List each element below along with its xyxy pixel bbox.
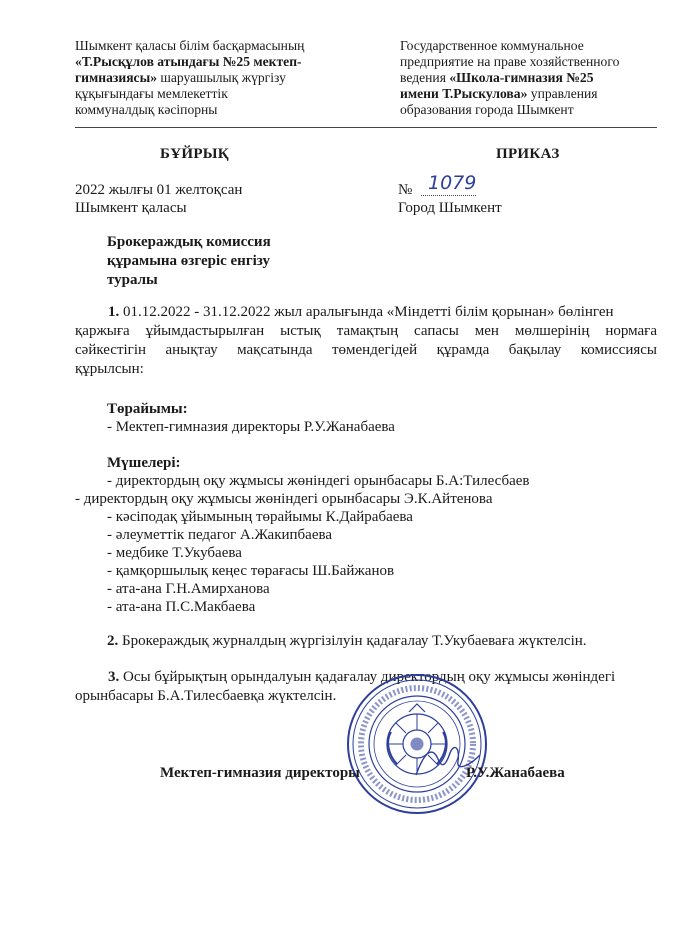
header-divider: [75, 127, 657, 128]
member-item: - кәсіподақ ұйымының төрайымы К.Дайрабаева: [107, 509, 413, 525]
header-left-line: шаруашылық жүргізу: [157, 70, 286, 85]
header-right-line: ведения: [400, 70, 450, 85]
subject-line: туралы: [107, 272, 158, 288]
city-kz: Шымкент қаласы: [75, 200, 187, 216]
paragraph-1-text: құрылсын:: [75, 361, 144, 377]
chair-member: - Мектеп-гимназия директоры Р.У.Жанабаева: [107, 419, 395, 435]
header-right-line: Государственное коммунальное: [400, 38, 584, 53]
member-item: - әлеуметтік педагог А.Жакипбаева: [107, 527, 333, 543]
title-ru: ПРИКАЗ: [496, 146, 560, 162]
order-subject: [107, 233, 271, 290]
header-left-line: коммуналдық кәсіпорны: [75, 102, 218, 117]
members-label: Мүшелері:: [107, 455, 181, 471]
paragraph-1-text: сәйкестігін анықтау мақсатында төмендегідей құрамда бақылау комиссиясы: [75, 342, 657, 358]
city-ru: Город Шымкент: [398, 200, 502, 216]
paragraph-1-number: 1.: [108, 304, 120, 320]
member-item: - қамқоршылық кеңес төрағасы Ш.Байжанов: [107, 563, 395, 579]
header-left-line: «Т.Рысқұлов атындағы №25 мектеп-: [75, 54, 302, 69]
header-left-line: гимназиясы»: [75, 70, 157, 85]
member-item: - директордың оқу жұмысы жөніндегі орынбасары Б.А:Тилесбаев: [107, 473, 530, 489]
order-number-underline: [421, 195, 476, 196]
handwritten-signature: [410, 735, 490, 785]
header-right-line: имени Т.Рыскулова»: [400, 86, 528, 101]
paragraph-2-number: 2.: [107, 633, 119, 649]
member-item: - ата-ана П.С.Макбаева: [107, 599, 256, 615]
paragraph-1: [75, 303, 657, 379]
header-left-organization: [75, 38, 375, 118]
header-right-line: предприятие на праве хозяйственного: [400, 54, 620, 69]
member-item: - директордың оқу жұмысы жөніндегі орынбасары Э.К.Айтенова: [75, 491, 493, 507]
header-right-organization: [400, 38, 670, 118]
signature-name: Р.У.Жанабаева: [466, 765, 565, 781]
title-kz: БҰЙРЫҚ: [160, 146, 229, 162]
paragraph-2: [107, 632, 587, 650]
subject-line: құрамына өзгеріс енгізу: [107, 253, 271, 269]
subject-line: Брокераждық комиссия: [107, 234, 271, 250]
header-right-line: образования города Шымкент: [400, 102, 574, 117]
order-date: 2022 жылғы 01 желтоқсан: [75, 182, 243, 198]
order-number-label: №: [398, 182, 413, 198]
order-number-handwritten: 1079: [428, 172, 477, 194]
paragraph-3-number: 3.: [108, 669, 120, 685]
member-item: - ата-ана Г.Н.Амирханова: [107, 581, 270, 597]
signature-position: Мектеп-гимназия директоры: [160, 765, 360, 781]
member-item: - медбике Т.Укубаева: [107, 545, 242, 561]
paragraph-3-text: Осы бұйрықтың орындалуын қадағалау директордың оқу жұмысы жөніндегі: [123, 669, 616, 685]
chair-label: Төрайымы:: [107, 401, 188, 417]
header-right-line: управления: [527, 86, 598, 101]
paragraph-1-text: 01.12.2022 - 31.12.2022 жыл аралығында «Міндетті білім қорынан» бөлінген: [123, 304, 614, 320]
paragraph-2-text: Брокераждық журналдың жүргізілуін қадағалау Т.Укубаеваға жүктелсін.: [122, 633, 587, 649]
header-right-line: «Школа-гимназия №25: [449, 70, 594, 85]
paragraph-3-text: орынбасары Б.А.Тилесбаевқа жүктелсін.: [75, 688, 337, 704]
header-left-line: Шымкент қаласы білім басқармасының: [75, 38, 305, 53]
header-left-line: құқығындағы мемлекеттік: [75, 86, 228, 101]
paragraph-1-text: қаржыға ұйымдастырылған ыстық тамақтың сапасы мен мөлшерінің нормаға: [75, 323, 657, 339]
